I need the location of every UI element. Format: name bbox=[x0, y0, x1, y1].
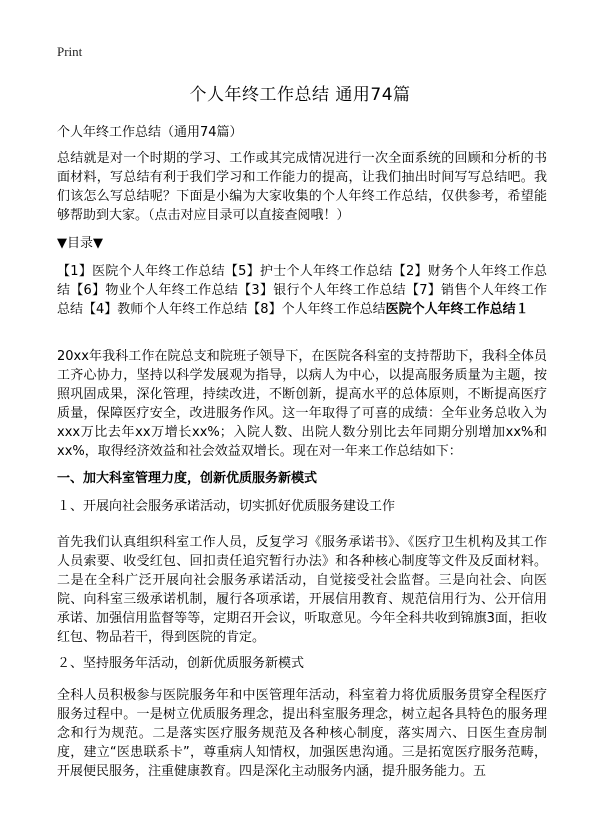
toc-item-2[interactable]: 【2】财务个人年终工作总结 bbox=[57, 264, 547, 298]
document-subtitle: 个人年终工作总结（通用74篇） bbox=[57, 125, 243, 140]
section-title: 医院个人年终工作总结１ bbox=[385, 302, 529, 317]
body-paragraph-3: 全科人员积极参与医院服务年和中医管理年活动，科室着力将优质服务贯穿全程医疗服务过程中。一是树立优质服务理念，提出科室服务理念，树立起各具特色的服务理念和行为规范。二是落实医疗服务规范及各种核心制度，落实周六、日医生查房制度，建立“医患联系卡”，尊重病人知情权，加强医患沟通。三是拓宽医疗服务范畴，开展便民服务，注重健康教育。四是深化主动服务内涵，提升服务能力。五 bbox=[57, 688, 547, 779]
toc-item-6[interactable]: 【6】物业个人年终工作总结 bbox=[70, 283, 239, 298]
print-label[interactable]: Print bbox=[57, 44, 83, 59]
table-of-contents bbox=[57, 262, 547, 319]
section-heading-1: 一、加大科室管理力度，创新优质服务新模式 bbox=[57, 471, 318, 486]
toc-item-3[interactable]: 【3】银行个人年终工作总结 bbox=[238, 283, 406, 298]
toc-item-1[interactable]: 【1】医院个人年终工作总结 bbox=[57, 264, 225, 279]
intro-paragraph: 总结就是对一个时期的学习、工作或其完成情况进行一次全面系统的回顾和分析的书面材料，写总结有利于我们学习和工作能力的提高，让我们抽出时间写写总结吧。我们该怎么写总结呢？下面是小编为大家收集的个人年终工作总结，仅供参考，希望能够帮助到大家。（点击对应目录可以直接查阅哦！） bbox=[57, 151, 547, 223]
toc-item-5[interactable]: 【5】护士个人年终工作总结 bbox=[224, 264, 393, 279]
sub-heading-2: ２、坚持服务年活动，创新优质服务新模式 bbox=[57, 656, 305, 671]
toc-item-4[interactable]: 【4】教师个人年终工作总结 bbox=[83, 302, 248, 317]
sub-heading-1: １、开展向社会服务承诺活动，切实抓好优质服务建设工作 bbox=[57, 499, 396, 514]
body-paragraph-1: 20xx年我科工作在院总支和院班子领导下，在医院各科室的支持帮助下，我科全体员工齐心协力，坚持以科学发展观为指导，以病人为中心，以提高服务质量为主题，按照巩固成果，深化管理，持续改进，不断创新，提高水平的总体原则，不断提高医疗质量，保障医疗安全，改进服务作风。这一年取得了可喜的成绩：全年业务总收入为xxx万比去年xx万增长xx%；入院人数、出院人数分别比去年同期分别增加xx%和xx%，取得经济效益和社会效益双增长。现在对一年来工作总结如下： bbox=[57, 349, 547, 459]
toc-item-8[interactable]: 【8】个人年终工作总结 bbox=[247, 302, 386, 317]
toc-item-7[interactable]: 【7】销售个人年终工作总结 bbox=[57, 283, 547, 317]
page-title: 个人年终工作总结 通用74篇 bbox=[189, 85, 411, 105]
toc-heading: ▼目录▼ bbox=[57, 236, 103, 251]
body-paragraph-2: 首先我们认真组织科室工作人员，反复学习《服务承诺书》、《医疗卫生机构及其工作人员索要、收受红包、回扣责任追究暂行办法》和各种核心制度等文件及反面材料。二是在全科广泛开展向社会服务承诺活动，自觉接受社会监督。三是向社会、向医院、向科室三级承诺机制，履行各项承诺，开展信用教育、规范信用行为、公开信用承诺、加强信用监督等等，定期召开会议，听取意见。今年全科共收到锦旗3面，拒收红包、物品若干，得到医院的肯定。 bbox=[57, 535, 547, 645]
